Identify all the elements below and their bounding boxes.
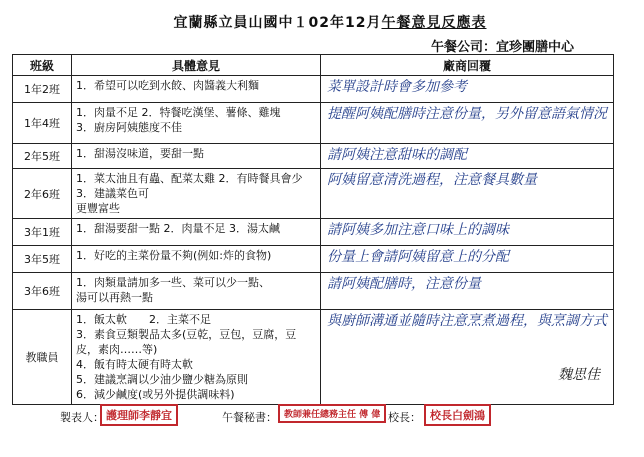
table-row [13, 273, 614, 310]
opinion-line: 皮，素肉……等) [76, 343, 158, 356]
feedback-table [12, 54, 614, 405]
opinion-cell [72, 273, 321, 310]
table-row [13, 246, 614, 273]
opinion-line: 更豐富些 [76, 202, 120, 215]
secretary-label: 午餐秘書： [222, 411, 277, 424]
opinion-line: 6．減少鹹度(或另外提供調味料) [76, 388, 235, 401]
opinion-line: 4．飯有時太硬有時太軟 [76, 358, 193, 371]
class-cell: 3年6班 [13, 273, 72, 310]
vendor-label: 午餐公司：宜珍團膳中心 [430, 40, 574, 55]
handwritten-signature: 魏思佳 [558, 367, 600, 383]
opinion-cell [72, 310, 321, 405]
table-row [13, 76, 614, 103]
document-title [120, 12, 540, 32]
principal-label: 校長： [388, 411, 421, 424]
reply-cell: 阿姨留意清洗過程，注意餐具數量 [321, 169, 614, 219]
class-cell: 1年2班 [13, 76, 72, 103]
header-opinion: 具體意見 [72, 55, 321, 76]
table-row [13, 103, 614, 144]
table-row [13, 310, 614, 405]
header-reply: 廠商回覆 [321, 55, 614, 76]
header-class: 班級 [13, 55, 72, 76]
reply-cell: 請阿姨注意甜味的調配 [321, 144, 614, 169]
opinion-line: 湯可以再熱一點 [76, 291, 153, 304]
class-cell: 3年1班 [13, 219, 72, 246]
class-cell: 教職員 [13, 310, 72, 405]
opinion-line: 1．飯太軟 2．主菜不足 [76, 313, 211, 326]
reply-cell: 提醒阿姨配膳時注意份量，另外留意語氣情況 [321, 103, 614, 144]
table-row [13, 219, 614, 246]
reply-cell: 份量上會請阿姨留意上的分配 [321, 246, 614, 273]
title-prefix: 宜蘭縣立員山國中１02年12月 [173, 15, 382, 31]
opinion-line: 1．甜湯要甜一點 2．肉量不足 3．湯太鹹 [76, 222, 280, 235]
class-cell: 2年5班 [13, 144, 72, 169]
opinion-line: 3．素食豆類製品太多(豆乾，豆包，豆腐，豆 [76, 328, 297, 341]
class-cell: 2年6班 [13, 169, 72, 219]
reply-cell: 與廚師溝通並隨時注意烹煮過程，與烹調方式 [321, 310, 614, 405]
opinion-cell [72, 246, 321, 273]
opinion-cell [72, 103, 321, 144]
table-row [13, 169, 614, 219]
opinion-line: 1．菜太油且有蟲、配菜太雞 2．有時餐具會少 3．建議菜色可 [76, 172, 336, 200]
table-header-row [13, 55, 614, 76]
opinion-cell [72, 144, 321, 169]
class-cell: 1年4班 [13, 103, 72, 144]
opinion-line: 1．肉量不足 2．特餐吃漢堡、薯條、雞塊 [76, 106, 281, 119]
opinion-line: 1．好吃的主菜份量不夠(例如:炸的食物) [76, 249, 272, 262]
class-cell: 3年5班 [13, 246, 72, 273]
maker-label: 製表人： [60, 411, 104, 424]
table-row [13, 144, 614, 169]
opinion-cell [72, 76, 321, 103]
opinion-cell [72, 169, 336, 219]
reply-cell: 菜單設計時會多加參考 [321, 76, 614, 103]
opinion-line: 5．建議烹調以少油少鹽少糖為原則 [76, 373, 248, 386]
reply-cell: 請阿姨配膳時，注意份量 [321, 273, 614, 310]
reply-cell: 請阿姨多加注意口味上的調味 [321, 219, 614, 246]
opinion-line: 3．廚房阿姨態度不佳 [76, 121, 182, 134]
secretary-stamp: 教師兼任總務主任 傅 偉 [278, 404, 386, 423]
opinion-line: 1．肉類量請加多一些、菜可以少一點、 [76, 276, 270, 289]
opinion-cell [72, 219, 321, 246]
principal-stamp: 校長白劍鴻 [424, 404, 491, 426]
opinion-line: 1．希望可以吃到水餃、肉醬義大利麵 [76, 79, 259, 92]
title-underlined: 午餐意見反應表 [381, 15, 487, 31]
maker-stamp: 護理師李靜宜 [100, 404, 178, 426]
opinion-line: 1．甜湯沒味道，要甜一點 [76, 147, 204, 160]
